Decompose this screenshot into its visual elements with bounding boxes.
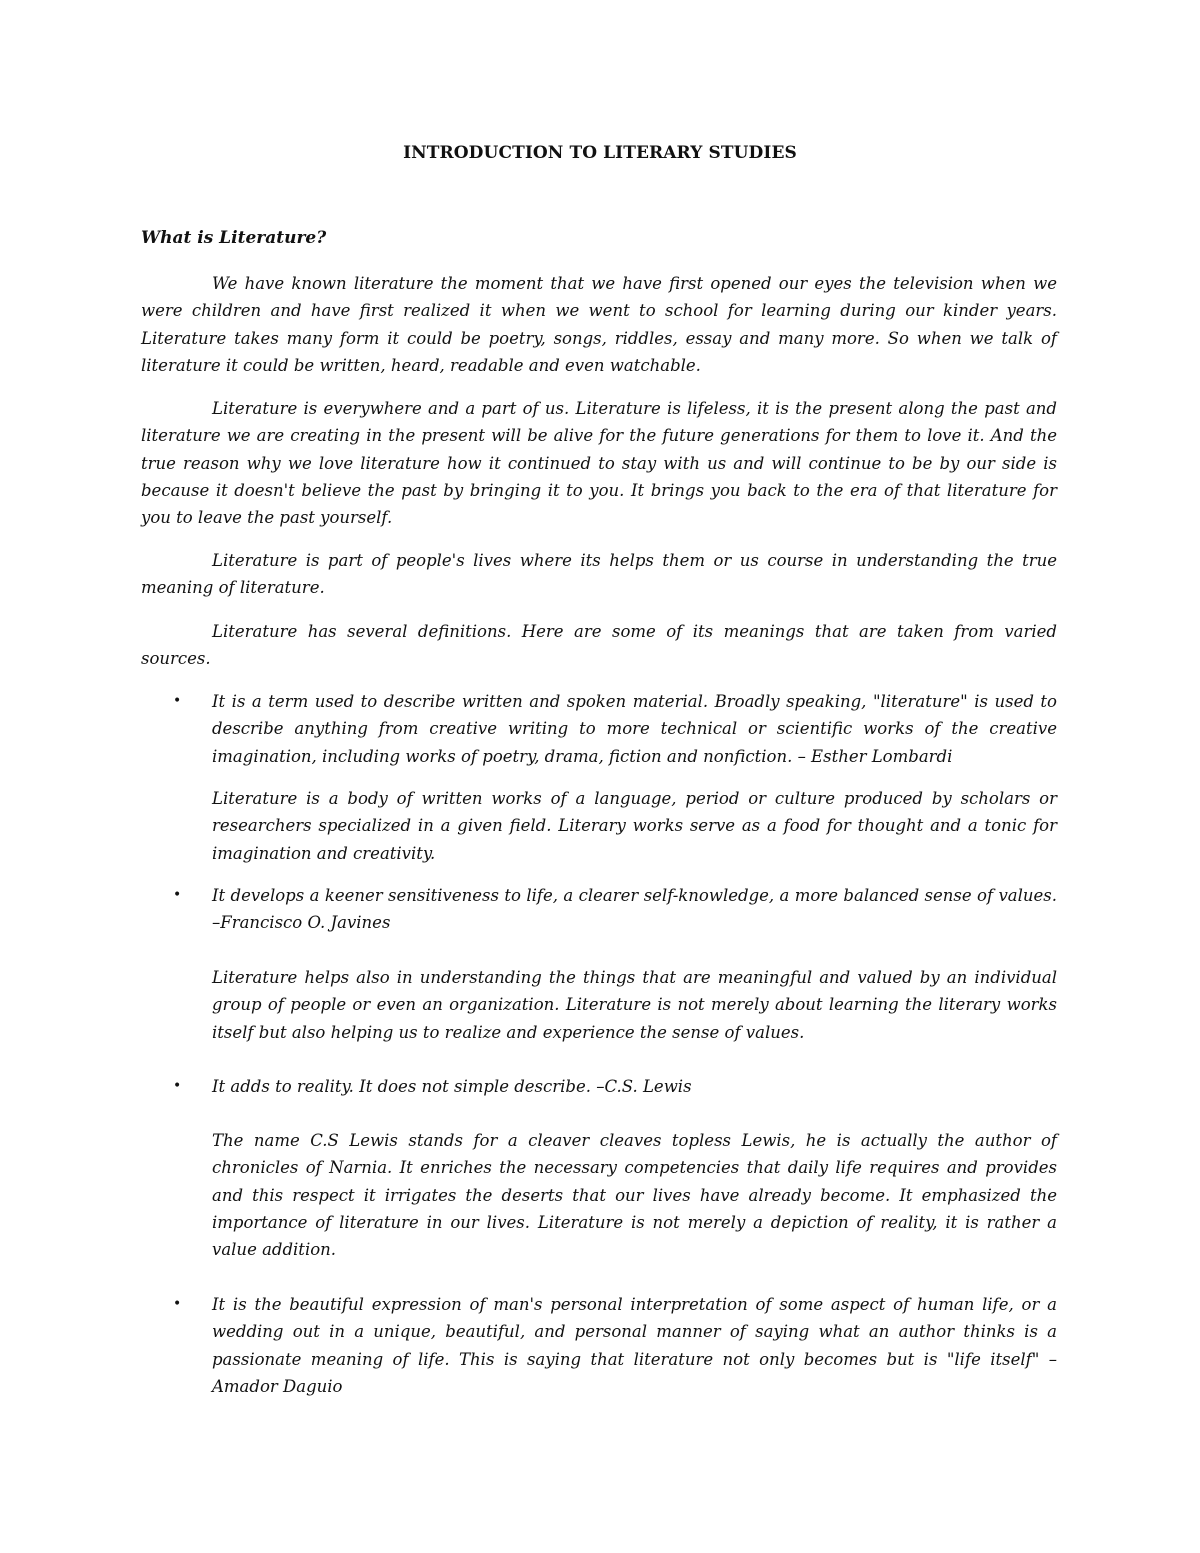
paragraph-1: We have known literature the moment that we have first opened our eyes the television when we were children and have first realized it when we went to school for learning during our kinder years. Literature takes many form it could be poetry, songs, riddles, essay and many more. So when we talk of literature it could be written, heard, readable and even watchable.: [141, 274, 1057, 375]
paragraph-3: Literature is part of people's lives where its helps them or us course in understanding the true meaning of literature.: [141, 551, 1057, 598]
section-heading: What is Literature?: [141, 228, 327, 248]
bullet-marker-2: •: [173, 887, 182, 903]
paragraph-4: Literature has several definitions. Here are some of its meanings that are taken from varied sources.: [141, 622, 1057, 669]
bullet-quote-4: It is the beautiful expression of man's personal interpretation of some aspect of human life, or a wedding out in a unique, beautiful, and personal manner of saying what an author thinks is a passionate meaning of life. This is saying that literature not only becomes but is "life itself" – Amador Daguio: [212, 1295, 1057, 1396]
bullet-marker-1: •: [173, 693, 182, 709]
bullet-marker-4: •: [173, 1296, 182, 1312]
bullet-explanation-2: Literature helps also in understanding the things that are meaningful and valued by an individual group of people or even an organization. Literature is not merely about learning the literary works itself but also helping us to realize and experience the sense of values.: [212, 968, 1057, 1042]
bullet-explanation-1: Literature is a body of written works of a language, period or culture produced by scholars or researchers specialized in a given field. Literary works serve as a food for thought and a tonic for imagination and creativity.: [212, 789, 1057, 863]
bullet-quote-1: It is a term used to describe written and spoken material. Broadly speaking, "literature" is used to describe anything from creative writing to more technical or scientific works of the creative imagination, including works of poetry, drama, fiction and nonfiction. – Esther Lombardi: [212, 692, 1057, 766]
bullet-quote-2: It develops a keener sensitiveness to life, a clearer self-knowledge, a more balanced sense of values. –Francisco O. Javines: [212, 886, 1057, 933]
bullet-marker-3: •: [173, 1078, 182, 1094]
bullet-explanation-3: The name C.S Lewis stands for a cleaver cleaves topless Lewis, he is actually the author of chronicles of Narnia. It enriches the necessary competencies that daily life requires and provides and this respect it irrigates the deserts that our lives have already become. It emphasized the importance of literature in our lives. Literature is not merely a depiction of reality, it is rather a value addition.: [212, 1131, 1057, 1260]
bullet-quote-3: It adds to reality. It does not simple describe. –C.S. Lewis: [212, 1077, 692, 1096]
document-title: INTRODUCTION TO LITERARY STUDIES: [403, 143, 797, 163]
paragraph-2: Literature is everywhere and a part of us. Literature is lifeless, it is the present along the past and literature we are creating in the present will be alive for the future generations for them to love it. And the true reason why we love literature how it continued to stay with us and will continue to be by our side is because it doesn't believe the past by bringing it to you. It brings you back to the era of that literature for you to leave the past yourself.: [141, 399, 1057, 528]
